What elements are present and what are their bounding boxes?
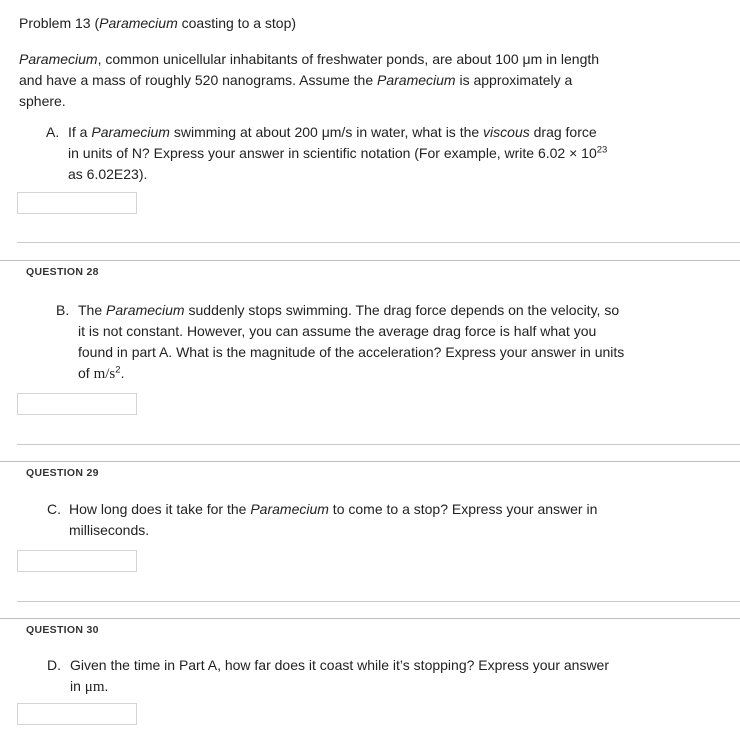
question-28-line-1 xyxy=(78,300,624,321)
intro-text-1: , common unicellular inhabitants of freshwater ponds, are about 100 μm in length xyxy=(97,51,600,67)
question-28-answer-input[interactable] xyxy=(17,393,137,415)
problem-title-suffix: coasting to a stop) xyxy=(177,15,297,31)
problem-title-italic: Paramecium xyxy=(99,15,178,31)
q28-unit: m/s xyxy=(93,366,116,382)
q28-text-4b: . xyxy=(120,365,125,381)
intro-text-2a: and have a mass of roughly 520 nanograms. Assume the xyxy=(19,72,377,88)
question-28-line-4 xyxy=(78,363,624,385)
question-29-line-2: milliseconds. xyxy=(69,522,150,538)
q28-text-4a: of xyxy=(78,365,94,381)
q28-text-1a: The xyxy=(78,302,107,318)
divider xyxy=(17,444,740,445)
q30-text-2a: in xyxy=(70,678,85,694)
q29-text-1b: to come to a stop? Express your answer in xyxy=(328,501,598,517)
divider xyxy=(17,601,740,602)
part-a-line-2 xyxy=(68,143,607,164)
intro-text-2b: is approximately a xyxy=(455,72,573,88)
q28-unit-exponent: 2 xyxy=(115,364,121,376)
problem-intro xyxy=(19,49,599,112)
q30-text-2b: . xyxy=(104,678,109,694)
intro-line-3: sphere. xyxy=(19,93,66,109)
question-28-line-2: it is not constant. However, you can assume the average drag force is half what you xyxy=(78,323,597,339)
part-a-answer-input[interactable] xyxy=(17,192,137,214)
intro-line-1 xyxy=(19,49,599,70)
q28-italic-1: Paramecium xyxy=(106,302,185,318)
part-a-text-1c: drag force xyxy=(529,124,597,140)
intro-italic-2: Paramecium xyxy=(377,72,456,88)
part-a-text-1a: If a xyxy=(68,124,92,140)
question-30-line-2 xyxy=(70,676,609,698)
question-30-label: QUESTION 30 xyxy=(26,624,99,636)
divider xyxy=(0,461,740,462)
problem-title xyxy=(19,13,296,34)
part-a-letter: A. xyxy=(46,124,60,140)
question-29-label: QUESTION 29 xyxy=(26,467,99,479)
question-28-label: QUESTION 28 xyxy=(26,266,99,278)
question-30-line-1: Given the time in Part A, how far does it coast while it’s stopping? Express your answer xyxy=(70,657,609,673)
question-29-answer-input[interactable] xyxy=(17,550,137,572)
part-a-italic-2: viscous xyxy=(483,124,530,140)
part-a-text-1b: swimming at about 200 μm/s in water, what is the xyxy=(169,124,484,140)
part-a-text-2: in units of N? Express your answer in scientific notation (For example, write 6.02 × 10 xyxy=(68,145,597,161)
part-a-italic-1: Paramecium xyxy=(91,124,170,140)
question-29-text xyxy=(69,499,597,541)
intro-italic-1: Paramecium xyxy=(19,51,98,67)
question-28-letter: B. xyxy=(56,302,70,318)
q30-unit: μm xyxy=(84,679,105,695)
question-30-answer-input[interactable] xyxy=(17,703,137,725)
q28-text-1b: suddenly stops swimming. The drag force depends on the velocity, so xyxy=(184,302,620,318)
question-28-text xyxy=(78,300,624,385)
q29-italic-1: Paramecium xyxy=(250,501,329,517)
question-29-line-1 xyxy=(69,499,597,520)
part-a-exponent: 23 xyxy=(596,144,608,156)
intro-line-2 xyxy=(19,70,599,91)
question-30-text xyxy=(70,655,609,698)
divider xyxy=(0,618,740,619)
part-a-question xyxy=(68,122,607,185)
part-a-line-1 xyxy=(68,122,607,143)
part-a-line-3: as 6.02E23). xyxy=(68,166,148,182)
question-30-letter: D. xyxy=(47,657,61,673)
question-29-letter: C. xyxy=(47,501,61,517)
problem-title-prefix: Problem 13 ( xyxy=(19,15,100,31)
divider xyxy=(17,242,740,243)
divider xyxy=(0,260,740,261)
question-28-line-3: found in part A. What is the magnitude of the acceleration? Express your answer in units xyxy=(78,344,625,360)
q29-text-1a: How long does it take for the xyxy=(69,501,251,517)
